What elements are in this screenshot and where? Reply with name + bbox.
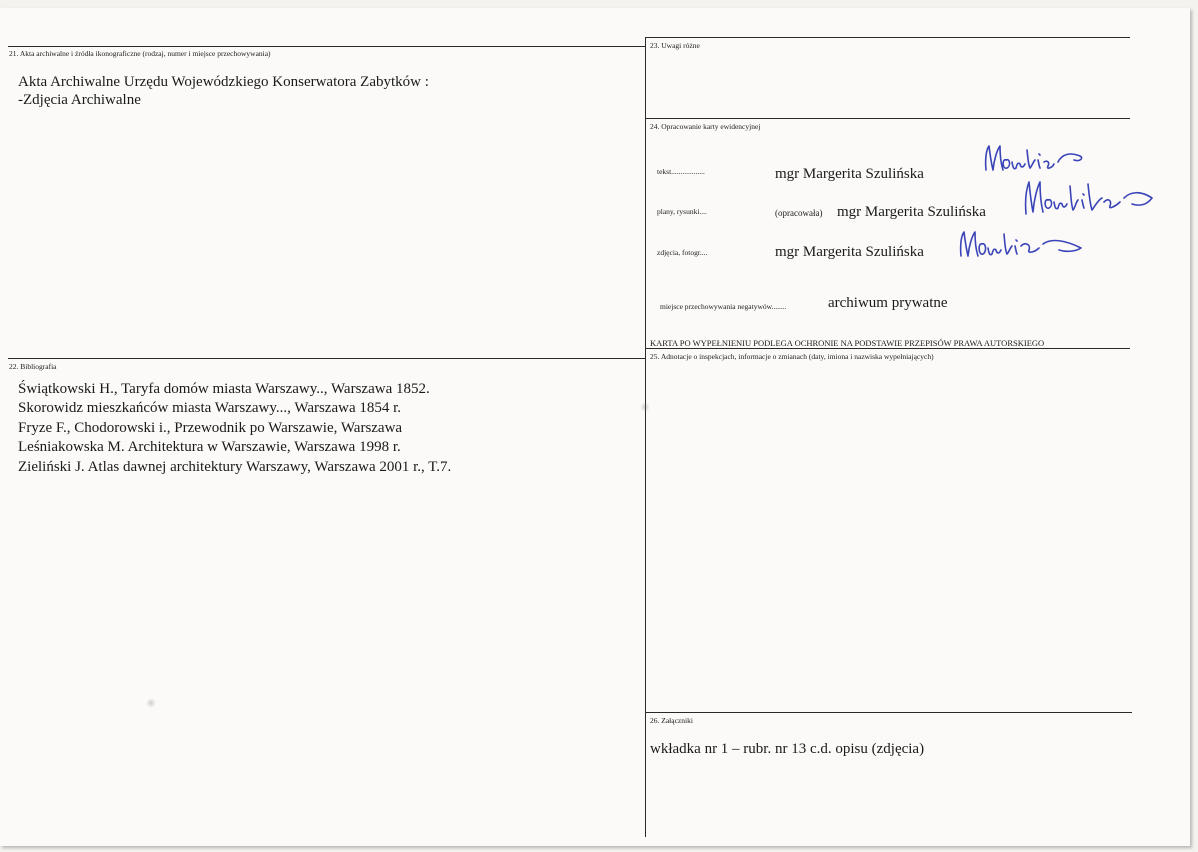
bibliography-item: Fryze F., Chodorowski i., Przewodnik po Warszawie, Warszawa bbox=[18, 420, 403, 436]
bibliography-item: Skorowidz mieszkańców miasta Warszawy..., Warszawa 1854 r. bbox=[18, 400, 402, 416]
negatives-location-label: miejsce przechowywania negatywów........ bbox=[660, 302, 787, 311]
section-22-label: 22. Bibliografia bbox=[9, 362, 57, 371]
negatives-location-value: archiwum prywatne bbox=[828, 295, 948, 311]
bibliography-item: Zieliński J. Atlas dawnej architektury Warszawy, Warszawa 2001 r., T.7. bbox=[18, 459, 452, 475]
bibliography-item: Leśniakowska M. Architektura w Warszawie, Warszawa 1998 r. bbox=[18, 439, 401, 455]
text-author-prefix: tekst.................. bbox=[657, 167, 705, 176]
signature-photos-author bbox=[955, 226, 1090, 260]
photos-author-name: mgr Margerita Szulińska bbox=[775, 244, 924, 260]
section-21-label: 21. Akta archiwalne i źródła ikonograficzne (rodzaj, numer i miejsce przechowywania) bbox=[9, 49, 271, 58]
bibliography-item: Świątkowski H., Taryfa domów miasta Warszawy.., Warszawa 1852. bbox=[18, 381, 430, 397]
section-25-label: 25. Adnotacje o inspekcjach, informacje o zmianach (daty, imiona i nazwiska wypełniających) bbox=[650, 352, 934, 361]
section-23-label: 23. Uwagi różne bbox=[650, 41, 700, 50]
drawings-author-note: (opracowała) bbox=[775, 208, 823, 218]
attachments-value: wkładka nr 1 – rubr. nr 13 c.d. opisu (zdjęcia) bbox=[650, 741, 925, 757]
drawings-author-name: mgr Margerita Szulińska bbox=[837, 204, 986, 220]
scan-smudge bbox=[146, 698, 156, 708]
divider-25-top bbox=[645, 348, 1130, 349]
divider-26-top bbox=[645, 712, 1132, 713]
signature-drawings-author bbox=[1020, 176, 1160, 218]
text-author-name: mgr Margerita Szulińska bbox=[775, 166, 924, 182]
divider-22-top bbox=[8, 358, 645, 359]
section-21-line-1: Akta Archiwalne Urzędu Wojewódzkiego Konserwatora Zabytków : bbox=[18, 74, 429, 90]
section-26-label: 26. Załączniki bbox=[650, 716, 693, 725]
copyright-notice: KARTA PO WYPEŁNIENIU PODLEGA OCHRONIE NA PODSTAWIE PRZEPISÓW PRAWA AUTORSKIEGO bbox=[650, 338, 1045, 348]
divider-top-right bbox=[645, 37, 1130, 38]
photos-author-prefix: zdjęcia, fotogr.... bbox=[657, 248, 708, 257]
section-21-line-2: -Zdjęcia Archiwalne bbox=[18, 92, 141, 108]
drawings-author-prefix: plany, rysunki.... bbox=[657, 207, 707, 216]
divider-top-left bbox=[8, 46, 645, 47]
column-divider bbox=[645, 37, 646, 837]
divider-24-top bbox=[645, 118, 1130, 119]
scan-smudge bbox=[640, 402, 650, 412]
signature-text-author bbox=[980, 140, 1090, 176]
section-24-label: 24. Opracowanie karty ewidencyjnej bbox=[650, 122, 761, 131]
